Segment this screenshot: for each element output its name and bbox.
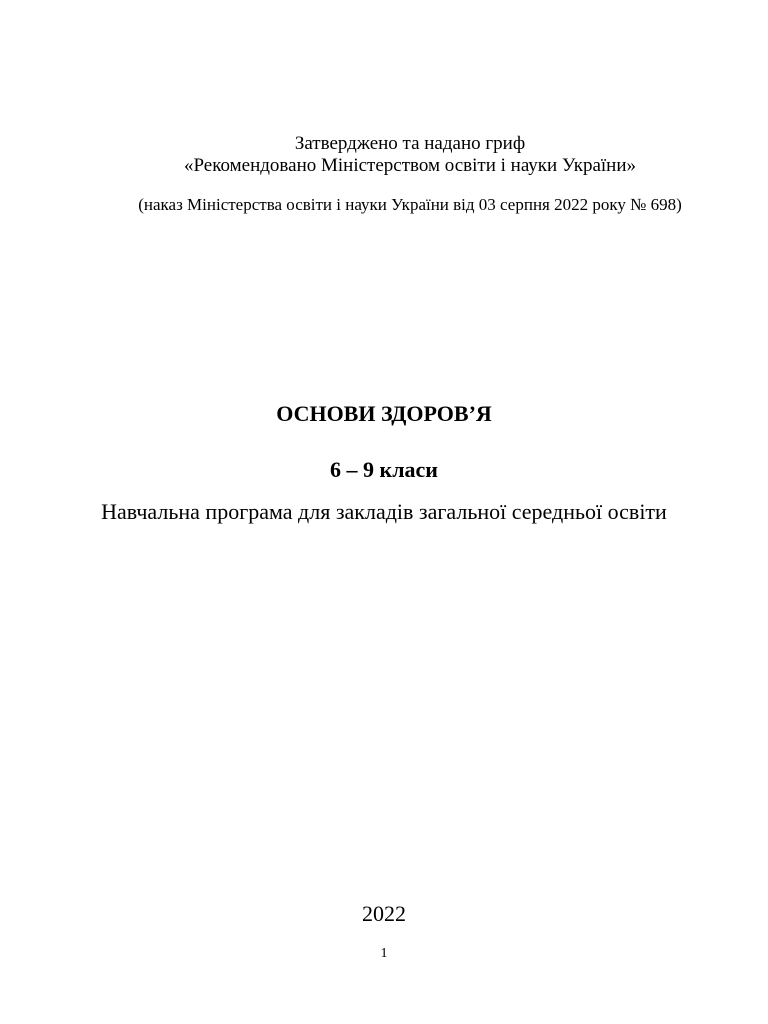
program-subtitle: Навчальна програма для закладів загальної середньої освіти: [101, 499, 667, 524]
document-title: ОСНОВИ ЗДОРОВ’Я: [276, 401, 492, 426]
order-reference: (наказ Міністерства освіти і науки України від 03 серпня 2022 року № 698): [138, 195, 682, 214]
publication-year: 2022: [362, 901, 406, 926]
recommendation-line: «Рекомендовано Міністерством освіти і науки України»: [183, 155, 637, 176]
page-number: 1: [380, 946, 388, 961]
approval-line: Затверджено та надано гриф: [294, 133, 526, 154]
grades-heading: 6 – 9 класи: [330, 457, 438, 482]
